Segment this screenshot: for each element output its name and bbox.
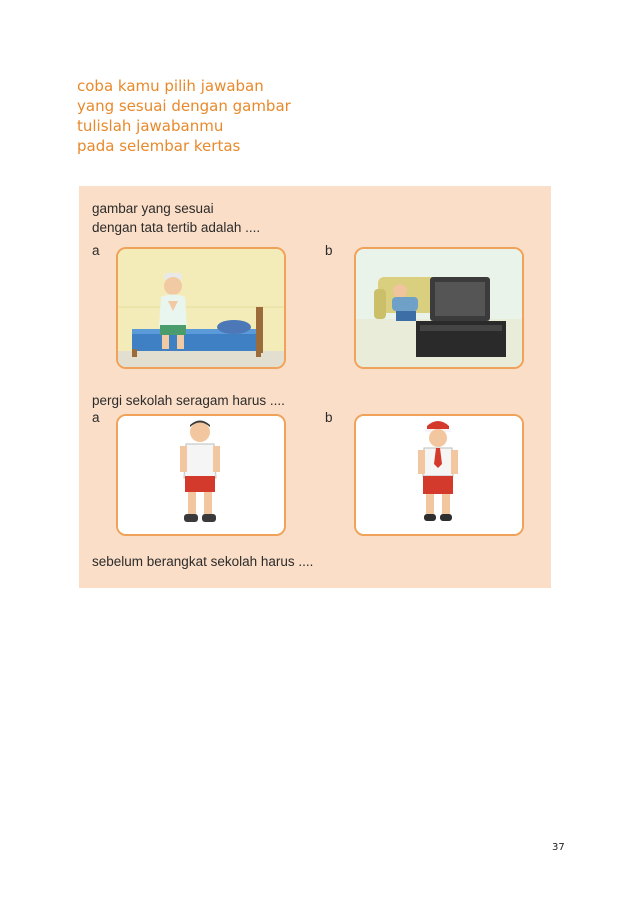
question-line: gambar yang sesuai (92, 201, 214, 216)
boy-in-neat-uniform-illustration (356, 416, 522, 534)
boy-in-messy-uniform-illustration (118, 416, 284, 534)
question-2-text (92, 391, 285, 410)
option-letter-a: a (92, 410, 100, 425)
instruction-line: pada selembar kertas (77, 137, 241, 155)
page-number: 37 (552, 842, 565, 853)
instructions (77, 76, 291, 156)
question-line: dengan tata tertib adalah .... (92, 220, 261, 235)
instruction-line: coba kamu pilih jawaban (77, 77, 264, 95)
question-3-text (92, 552, 313, 571)
exercise-panel (79, 186, 551, 588)
boy-sleeping-by-television-illustration (356, 249, 522, 367)
option-letter-b: b (325, 410, 333, 425)
instruction-line: tulislah jawabanmu (77, 117, 224, 135)
option-letter-a: a (92, 243, 100, 258)
option-card-q2-a[interactable] (116, 414, 286, 536)
instruction-line: yang sesuai dengan gambar (77, 97, 291, 115)
boy-praying-on-bed-illustration (118, 249, 284, 367)
question-line: sebelum berangkat sekolah harus .... (92, 554, 314, 569)
option-card-q2-b[interactable] (354, 414, 524, 536)
option-letter-b: b (325, 243, 333, 258)
option-card-q1-b[interactable] (354, 247, 524, 369)
option-card-q1-a[interactable] (116, 247, 286, 369)
question-1-text (92, 199, 260, 237)
question-line: pergi sekolah seragam harus .... (92, 393, 285, 408)
